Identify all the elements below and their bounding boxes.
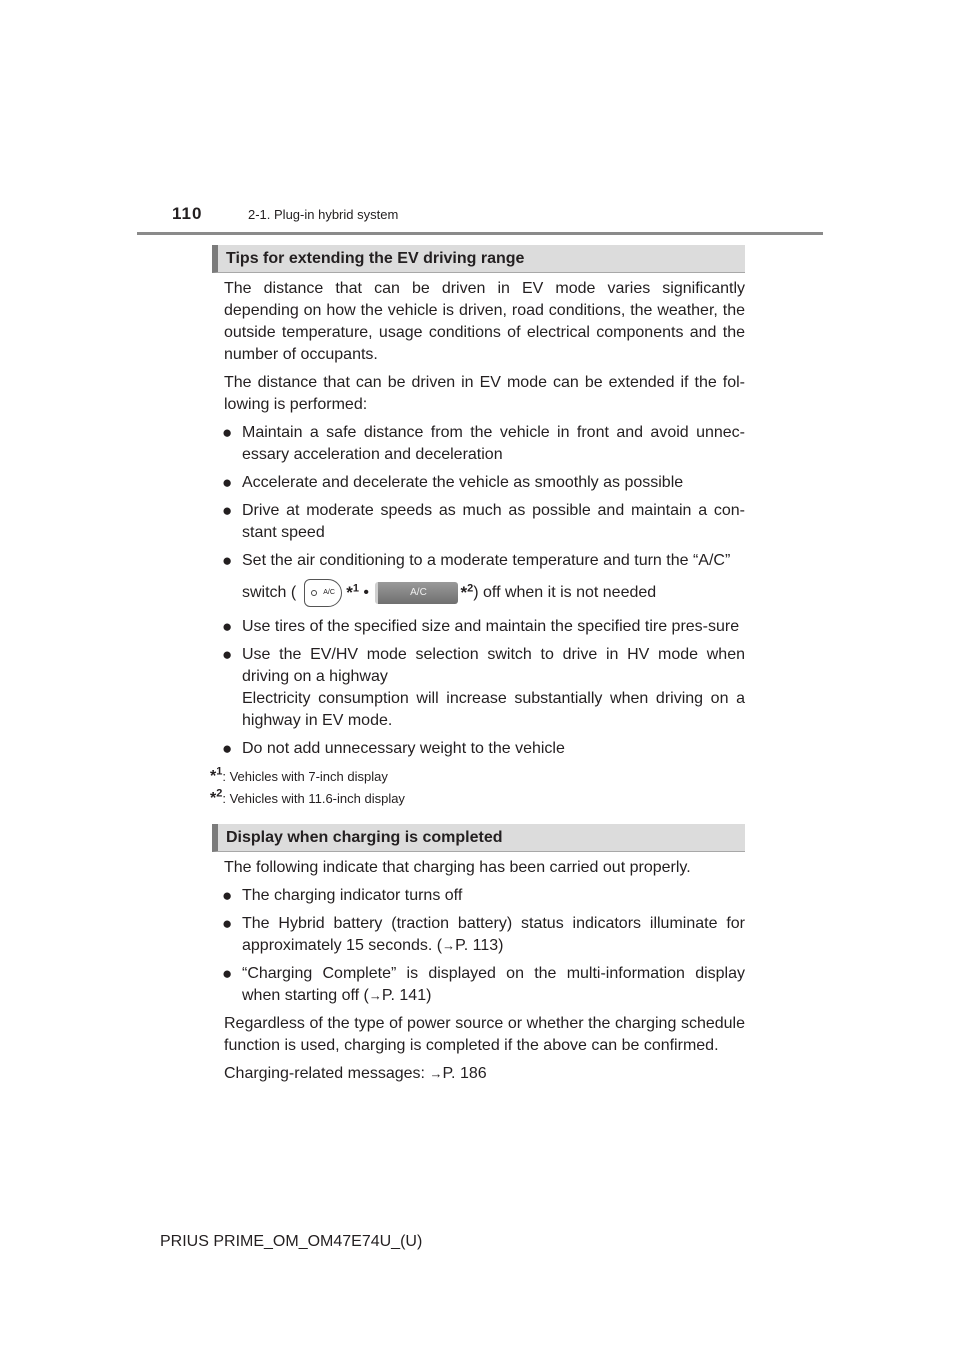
bullet-icon: ● (222, 473, 233, 492)
footnote-marker: *$^2$ (210, 787, 223, 807)
paragraph-intro: The following indicate that charging has been carried out properly. (224, 859, 691, 876)
paragraph-messages (224, 1063, 745, 1085)
header-divider (137, 232, 823, 235)
ac-switch-prefix: switch ( (242, 584, 297, 601)
list-item (224, 738, 745, 760)
bullet-icon: ● (222, 964, 233, 983)
list-item-text: “Charging Complete” is displayed on the multi-information display when starting off ( (242, 965, 745, 1004)
ac-small-label: A/C (323, 589, 335, 596)
messages-text: Charging-related messages: (224, 1065, 430, 1082)
list-item (224, 472, 745, 494)
list-item (224, 963, 745, 1007)
list-item (224, 644, 745, 732)
arrow-right-icon: → (429, 1066, 443, 1081)
footnote-text: : Vehicles with 11.6-inch display (222, 791, 405, 806)
footnote-marker: *$^2$ (460, 582, 474, 602)
list-item (224, 913, 745, 957)
ac-switch-line (242, 576, 745, 610)
bullet-icon: ● (222, 645, 233, 664)
indicator-led-icon (311, 590, 317, 596)
page-reference-link[interactable]: P. 141) (381, 987, 432, 1004)
list-item-text: The Hybrid battery (traction battery) status indicators illuminate for approximately 15 seconds. ( (242, 915, 745, 954)
list-item-text: Maintain a safe distance from the vehicle in front and avoid unnec-essary acceleration and deceleration (242, 424, 745, 463)
bullet-icon: ● (222, 501, 233, 520)
list-item-text: Set the air conditioning to a moderate temperature and turn the “A/C” (242, 552, 731, 569)
paragraph-regardless: Regardless of the type of power source or whether the charging schedule function is used, charging is completed if the above can be confirmed. (224, 1015, 745, 1054)
ac-switch-large-icon: A/C (375, 582, 458, 604)
bullet-icon: ● (222, 423, 233, 442)
footnote-1 (210, 766, 745, 788)
bullet-icon: ● (222, 739, 233, 758)
list-item (224, 885, 745, 907)
page-reference-link[interactable]: P. 186 (442, 1065, 487, 1082)
paragraph-intro: The distance that can be driven in EV mode varies significantly depending on how the vehicle is driven, road conditions, the weather, the outside temperature, usage conditions of electrical components and the number of occupants. (224, 280, 745, 363)
list-item-note: Electricity consumption will increase substantially when driving on a highway in EV mode. (242, 690, 745, 729)
list-item-text: Drive at moderate speeds as much as possible and maintain a con-stant speed (242, 502, 745, 541)
list-item-ac (224, 550, 745, 610)
list-item (224, 616, 745, 638)
heading-charging-completed: Display when charging is completed (212, 824, 745, 852)
bullet-icon: ● (222, 617, 233, 636)
footnote-2 (210, 788, 745, 810)
page-content (210, 245, 745, 1091)
list-item-text: Do not add unnecessary weight to the vehicle (242, 740, 565, 757)
paragraph-lead: The distance that can be driven in EV mode can be extended if the fol-lowing is performed: (224, 374, 745, 413)
separator-dot: • (358, 584, 374, 601)
bullet-icon: ● (222, 886, 233, 905)
list-item-text: Use the EV/HV mode selection switch to drive in HV mode when driving on a highway (242, 646, 745, 685)
list-item-text: Use tires of the specified size and maintain the specified tire pres-sure (242, 618, 740, 635)
bullet-icon: ● (222, 914, 233, 933)
footnote-marker: *$^1$ (346, 582, 359, 602)
heading-ev-range: Tips for extending the EV driving range (212, 245, 745, 273)
page-reference-link[interactable]: P. 113) (455, 937, 504, 954)
list-item (224, 500, 745, 544)
arrow-right-icon: → (442, 938, 456, 953)
bullet-icon: ● (222, 551, 233, 570)
section-title: 2-1. Plug-in hybrid system (248, 207, 399, 222)
list-item-text: The charging indicator turns off (242, 887, 463, 904)
arrow-right-icon: → (368, 988, 382, 1003)
footnote-text: : Vehicles with 7-inch display (222, 769, 388, 784)
list-item-text: Accelerate and decelerate the vehicle as smoothly as possible (242, 474, 684, 491)
document-id: PRIUS PRIME_OM_OM47E74U_(U) (160, 1233, 423, 1250)
ac-switch-small-icon (304, 579, 342, 607)
list-item (224, 422, 745, 466)
ac-switch-suffix: ) off when it is not needed (473, 584, 657, 601)
footnote-marker: *$^1$ (210, 765, 223, 785)
page-number: 110 (172, 204, 203, 223)
